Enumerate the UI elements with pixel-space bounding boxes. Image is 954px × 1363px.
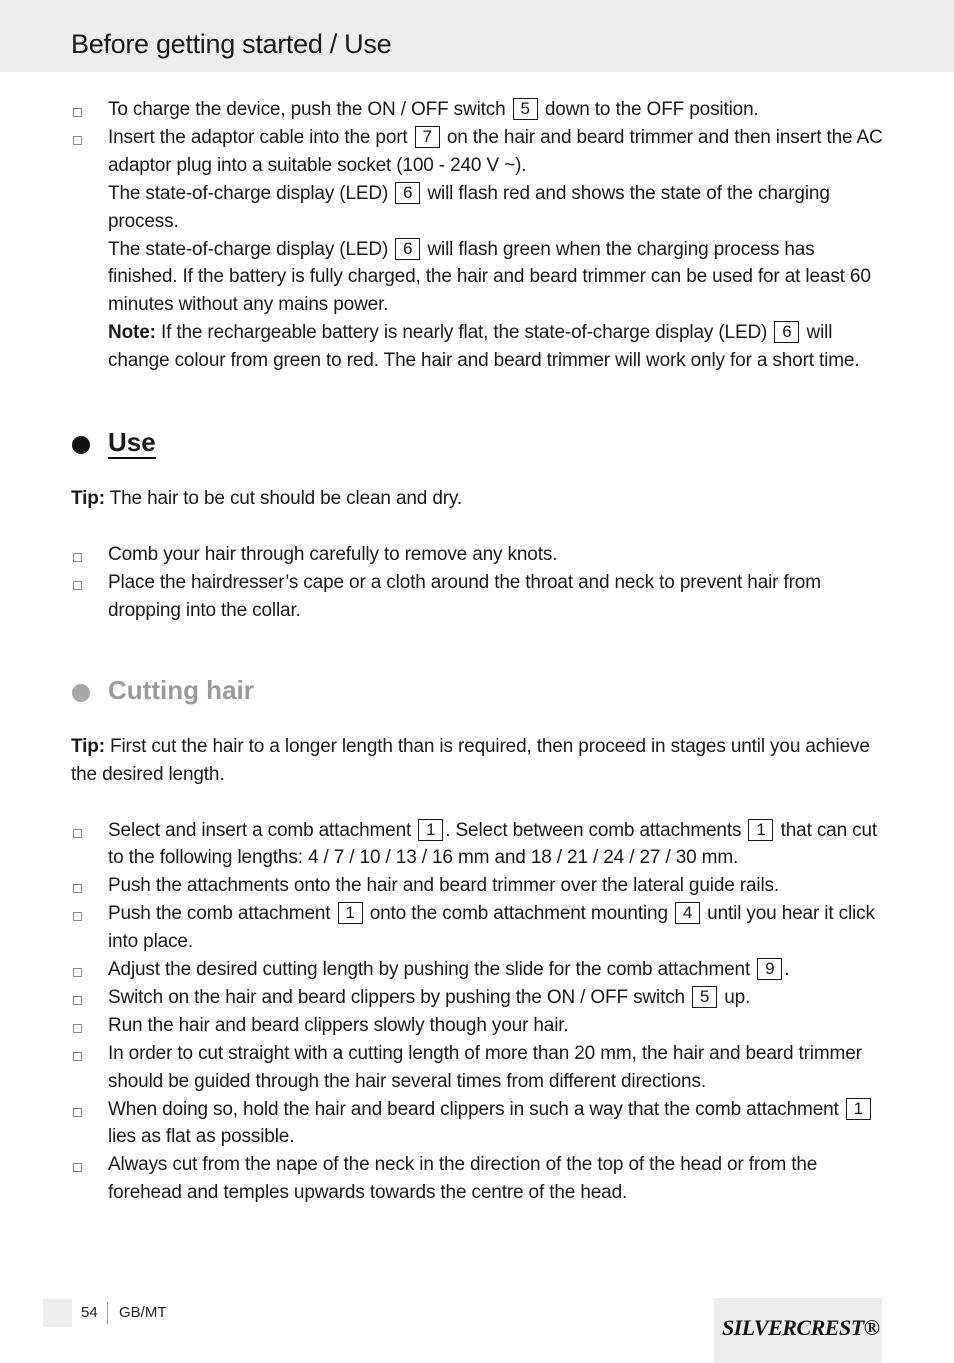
list-item: When doing so, hold the hair and beard clippers in such a way that the comb attachment 1 lies as flat as possible. <box>71 1096 886 1152</box>
list-item: Always cut from the nape of the neck in the direction of the top of the head or from the forehead and temples upwards towards the centre of the head. <box>71 1151 886 1207</box>
ref-badge: 5 <box>513 98 538 120</box>
list-item: Run the hair and beard clippers slowly though your hair. <box>71 1012 886 1040</box>
tip-label: Tip: <box>71 488 105 510</box>
cutting-steps <box>71 817 886 1208</box>
cutting-hair-heading: Cutting hair <box>71 675 886 706</box>
note-paragraph: Note: If the rechargeable battery is nearly flat, the state-of-charge display (LED) 6 will change colour from green to red. The hair and beard trimmer will work only for a short time. <box>108 322 860 372</box>
bullet-dot-icon <box>72 436 90 454</box>
ref-badge: 9 <box>757 958 782 980</box>
ref-badge: 6 <box>774 321 799 343</box>
footer-marker <box>43 1299 72 1327</box>
ref-badge: 1 <box>418 819 443 841</box>
use-tip: Tip: The hair to be cut should be clean and dry. <box>71 488 462 510</box>
list-item: Insert the adaptor cable into the port 7 on the hair and beard trimmer and then insert the AC adaptor plug into a suitable socket (100 - 240 V ~). <box>71 124 886 180</box>
list-item: Push the comb attachment 1 onto the comb attachment mounting 4 until you hear it click into place. <box>71 900 886 956</box>
cutting-tip: Tip: First cut the hair to a longer length than is required, then proceed in stages until you achieve the desired length. <box>71 735 870 785</box>
page-content <box>71 96 886 1207</box>
list-item: Push the attachments onto the hair and beard trimmer over the lateral guide rails. <box>71 872 886 900</box>
charging-steps <box>71 96 886 375</box>
list-item: To charge the device, push the ON / OFF switch 5 down to the OFF position. <box>71 96 886 124</box>
use-heading: Use <box>71 427 886 459</box>
use-steps <box>71 541 886 625</box>
footer-divider <box>107 1302 108 1324</box>
list-item: Switch on the hair and beard clippers by pushing the ON / OFF switch 5 up. <box>71 984 886 1012</box>
ref-badge: 5 <box>692 986 717 1008</box>
list-paragraph: The state-of-charge display (LED) 6 will flash red and shows the state of the charging process. <box>108 182 830 232</box>
list-item: Place the hairdresser’s cape or a cloth around the throat and neck to prevent hair from dropping into the collar. <box>71 569 886 625</box>
list-item: In order to cut straight with a cutting length of more than 20 mm, the hair and beard trimmer should be guided through the hair several times from different directions. <box>71 1040 886 1096</box>
note-label: Note: <box>108 322 156 344</box>
list-item: Adjust the desired cutting length by pushing the slide for the comb attachment 9 . <box>71 956 886 984</box>
tip-label: Tip: <box>71 735 105 757</box>
brand-logo: SILVERCREST® <box>722 1315 880 1340</box>
ref-badge: 1 <box>748 819 773 841</box>
ref-badge: 6 <box>395 238 420 260</box>
list-item: Select and insert a comb attachment 1 . Select between comb attachments 1 that can cut to the following lengths: 4 / 7 / 10 / 13 / 16 mm and 18 / 21 / 24 / 27 / 30 mm. <box>71 817 886 873</box>
ref-badge: 1 <box>338 902 363 924</box>
ref-badge: 4 <box>675 902 700 924</box>
ref-badge: 7 <box>415 126 440 148</box>
list-paragraph: The state-of-charge display (LED) 6 will flash green when the charging process has finished. If the battery is fully charged, the hair and beard trimmer can be used for at least 60 minutes without any mains power. <box>108 238 871 316</box>
ref-badge: 6 <box>395 182 420 204</box>
language-code: GB/MT <box>119 1304 167 1321</box>
page-number: 54 <box>81 1304 98 1321</box>
ref-badge: 1 <box>846 1098 871 1120</box>
page-title: Before getting started / Use <box>71 29 392 59</box>
bullet-dot-icon <box>72 684 90 702</box>
list-item: Comb your hair through carefully to remove any knots. <box>71 541 886 569</box>
